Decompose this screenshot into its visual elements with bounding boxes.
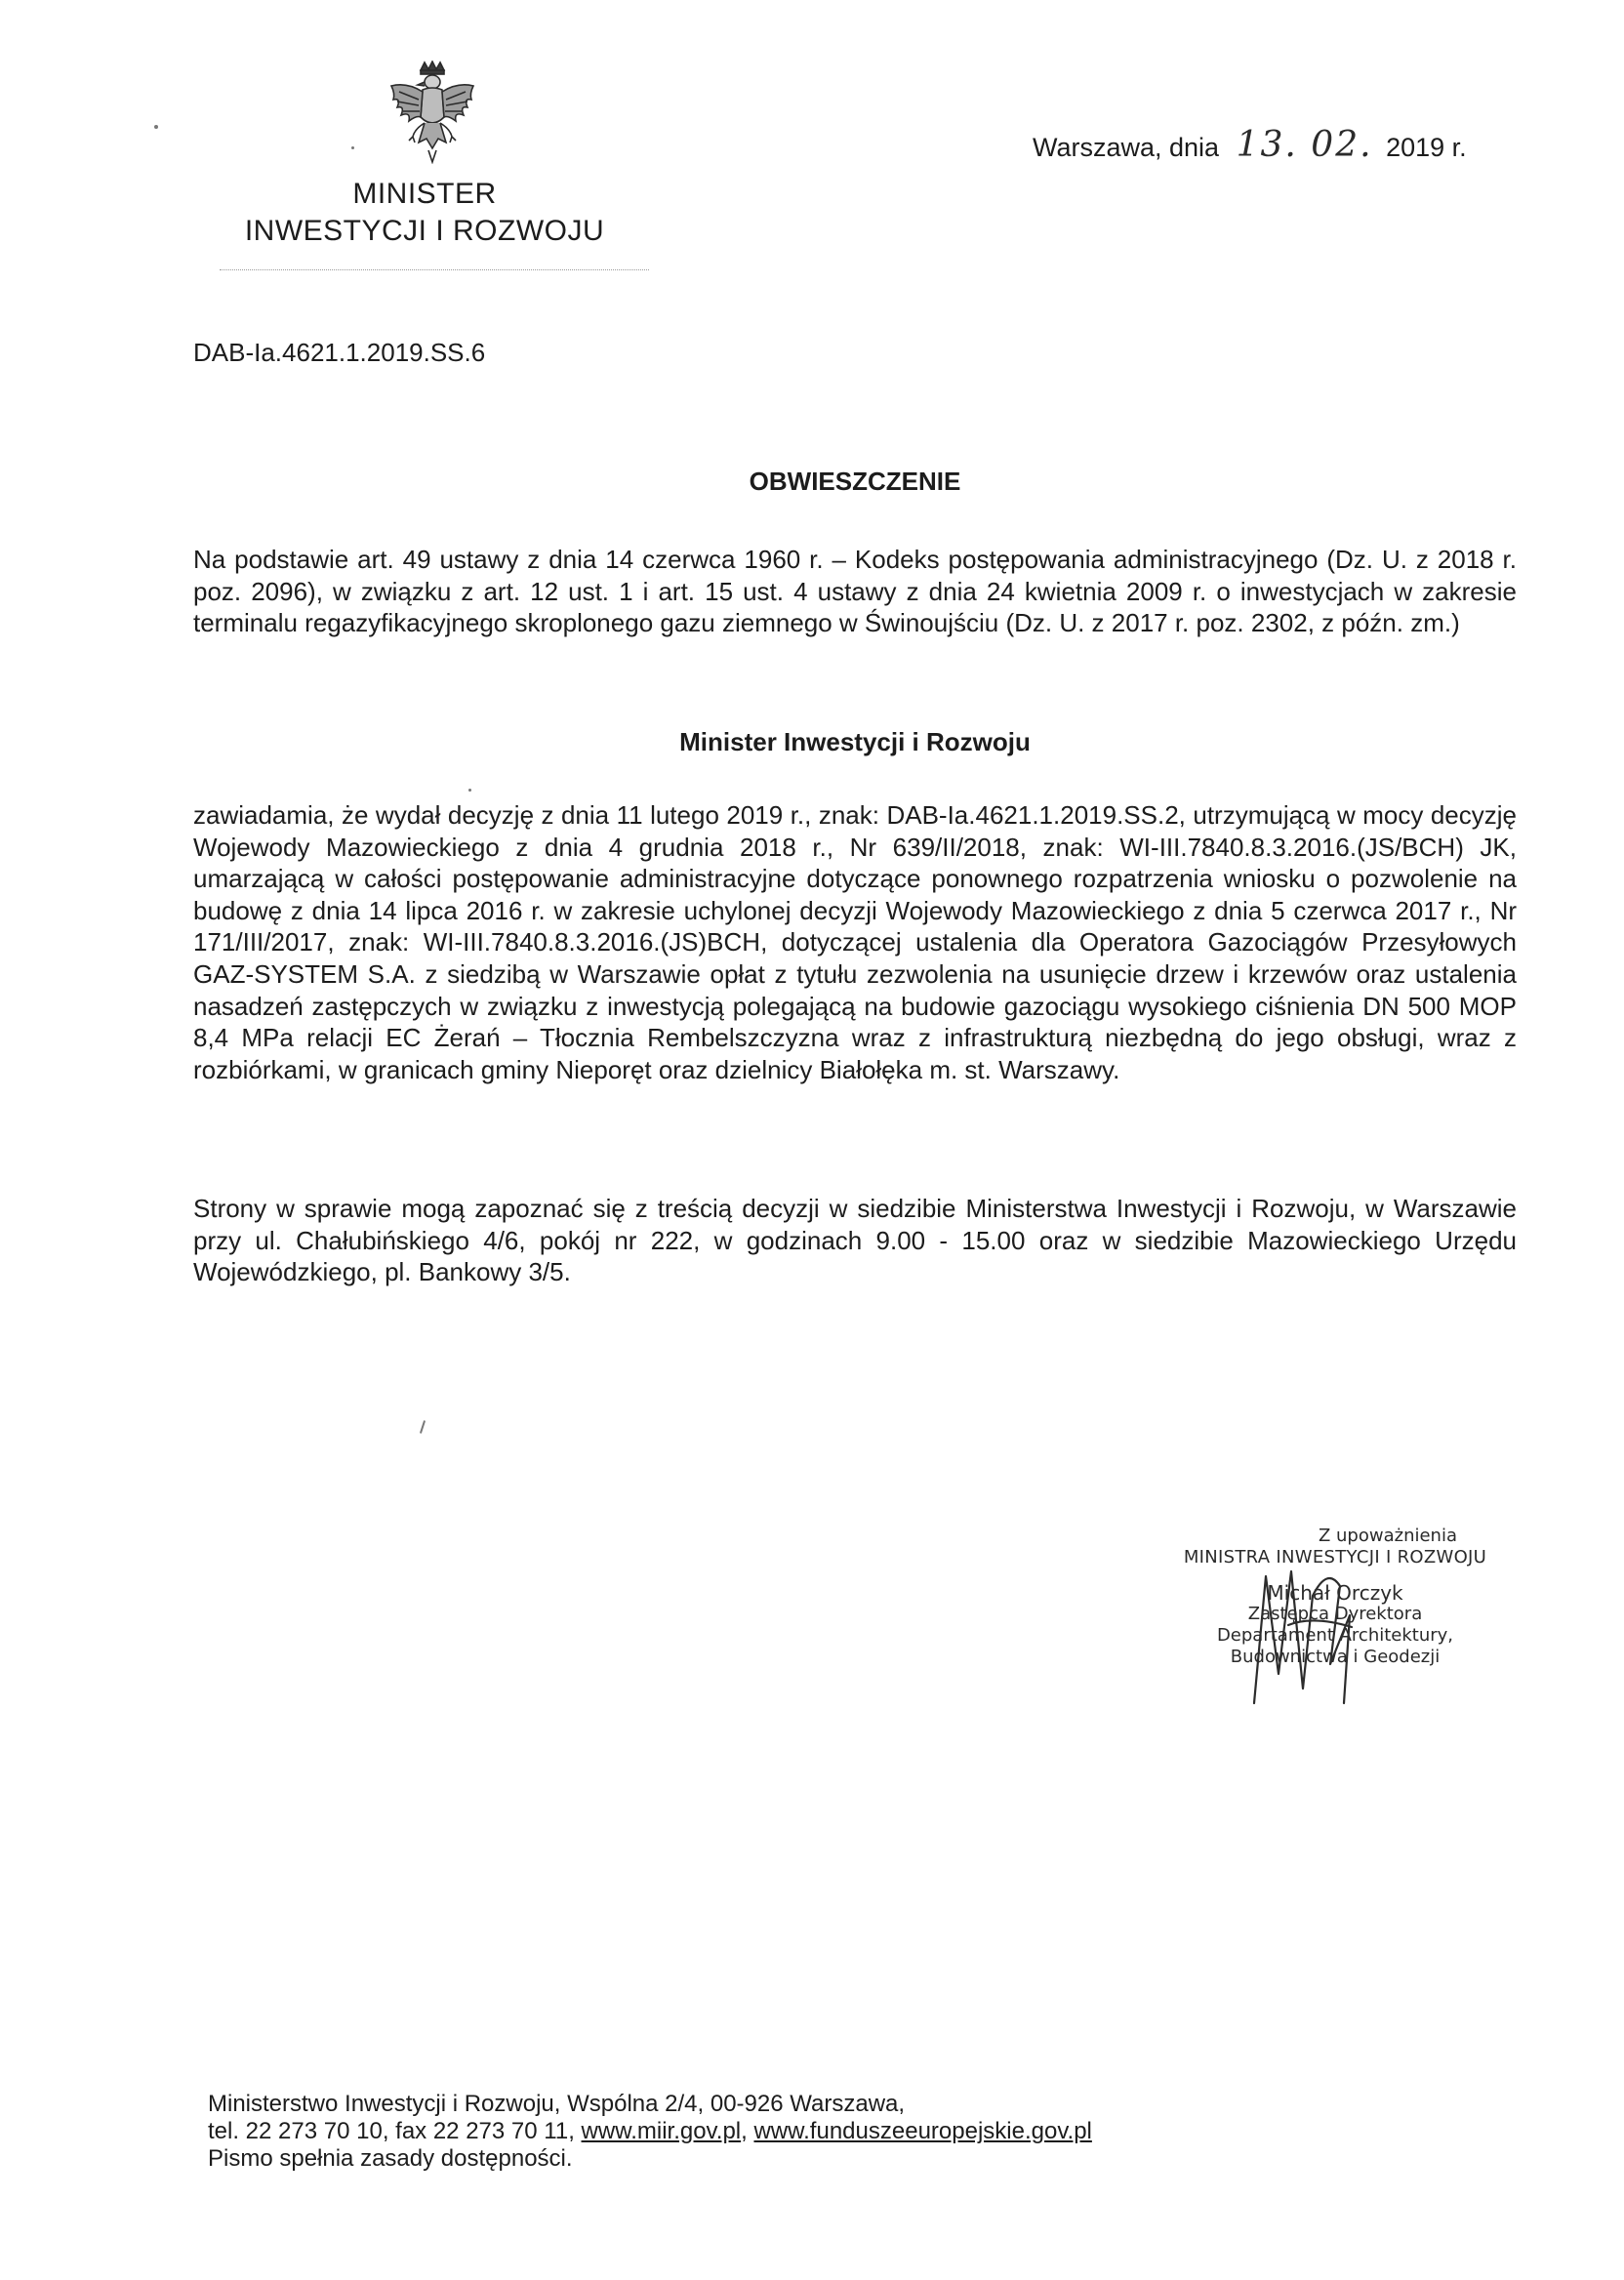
stamp-department-2: Budownictwa i Geodezji	[1230, 1647, 1441, 1667]
authority-line-2: INWESTYCJI I ROZWOJU	[244, 215, 605, 247]
handwritten-signature-icon	[1235, 1557, 1381, 1723]
footer	[208, 2091, 1092, 2173]
legal-basis-paragraph: Na podstawie art. 49 ustawy z dnia 14 czerwca 1960 r. – Kodeks postępowania administracyjnego (Dz. U. z 2018 r. poz. 2096), w związku z art. 12 ust. 1 i art. 15 ust. 4 ustawy z dnia 24 kwietnia 2009 r. o inwestycjach w zakresie terminalu regazyfikacyjnego skroplonego gazu ziemnego w Świnoujściu (Dz. U. z 2017 r. poz. 2302, z późn. zm.)	[193, 545, 1517, 638]
footer-accessibility: Pismo spełnia zasady dostępności.	[208, 2145, 573, 2172]
stamp-authorization: Z upoważnienia	[1318, 1526, 1457, 1546]
footer-address: Ministerstwo Inwestycji i Rozwoju, Wspólna 2/4, 00-926 Warszawa,	[208, 2091, 906, 2117]
document-title: OBWIESZCZENIE	[749, 467, 961, 496]
header-divider	[220, 269, 649, 270]
stamp-department: Departament Architektury,	[1216, 1625, 1454, 1646]
stamp-minister: MINISTRA INWESTYCJI I ROZWOJU	[1183, 1547, 1487, 1568]
date-prefix: Warszawa, dnia	[1033, 133, 1220, 162]
eu-funds-website-link[interactable]: www.funduszeeuropejskie.gov.pl	[753, 2118, 1092, 2144]
footer-phone-fax: tel. 22 273 70 10, fax 22 273 70 11,	[208, 2118, 575, 2144]
scan-speck	[351, 146, 354, 149]
stamp-position: Zastępca Dyrektora	[1247, 1604, 1423, 1624]
authority-heading: Minister Inwestycji i Rozwoju	[679, 727, 1031, 756]
ministry-website-link[interactable]: www.miir.gov.pl	[581, 2118, 742, 2144]
scan-speck	[468, 789, 471, 792]
scan-speck	[154, 125, 158, 129]
parties-paragraph: Strony w sprawie mogą zapoznać się z treścią decyzji w siedzibie Ministerstwa Inwestycji i Rozwoju, w Warszawie przy ul. Chałubińskiego 4/6, pokój nr 222, w godzinach 9.00 - 15.00 oraz w siedzibie Mazowieckiego Urzędu Wojewódzkiego, pl. Bankowy 3/5.	[193, 1194, 1517, 1287]
footer-contact: tel. 22 273 70 10, fax 22 273 70 11, www.miir.gov.pl, www.funduszeeuropejskie.gov.pl	[208, 2118, 1092, 2144]
date-suffix: 2019 r.	[1386, 133, 1467, 162]
decision-paragraph: zawiadamia, że wydał decyzję z dnia 11 lutego 2019 r., znak: DAB-Ia.4621.1.2019.SS.2, utrzymującą w mocy decyzję Wojewody Mazowieckiego z dnia 4 grudnia 2018 r., Nr 639/II/2018, znak: WI-III.7840.8.3.2016.(JS/BCH) JK, umarzającą w całości postępowanie administracyjne dotyczące ponownego rozpatrzenia wniosku o pozwolenie na budowę z dnia 14 lipca 2016 r. w zakresie uchylonej decyzji Wojewody Mazowieckiego z dnia 5 czerwca 2017 r., Nr 171/III/2017, znak: WI-III.7840.8.3.2016.(JS)BCH, dotyczącej ustalenia dla Operatora Gazociągów Przesyłowych GAZ-SYSTEM S.A. z siedzibą w Warszawie opłat z tytułu zezwolenia na usunięcie drzew i krzewów oraz ustalenia nasadzeń zastępczych w związku z inwestycją polegającą na budowie gazociągu wysokiego ciśnienia DN 500 MOP 8,4 MPa relacji EC Żerań – Tłocznia Rembelszczyzna wraz z infrastrukturą niezbędną do jego obsługi, wraz z rozbiórkami, w granicach gminy Nieporęt oraz dzielnicy Białołęka m. st. Warszawy.	[193, 800, 1517, 1084]
authority-line-1: MINISTER	[352, 178, 497, 210]
date-line	[1033, 125, 1467, 165]
scan-speck	[420, 1420, 426, 1434]
polish-eagle-emblem-icon	[386, 61, 479, 164]
authority-header	[205, 176, 644, 250]
case-reference: DAB-Ia.4621.1.2019.SS.6	[193, 338, 486, 367]
handwritten-date: 13. 02.	[1236, 125, 1373, 165]
stamp-signatory-name: Michał Orczyk	[1267, 1581, 1403, 1605]
